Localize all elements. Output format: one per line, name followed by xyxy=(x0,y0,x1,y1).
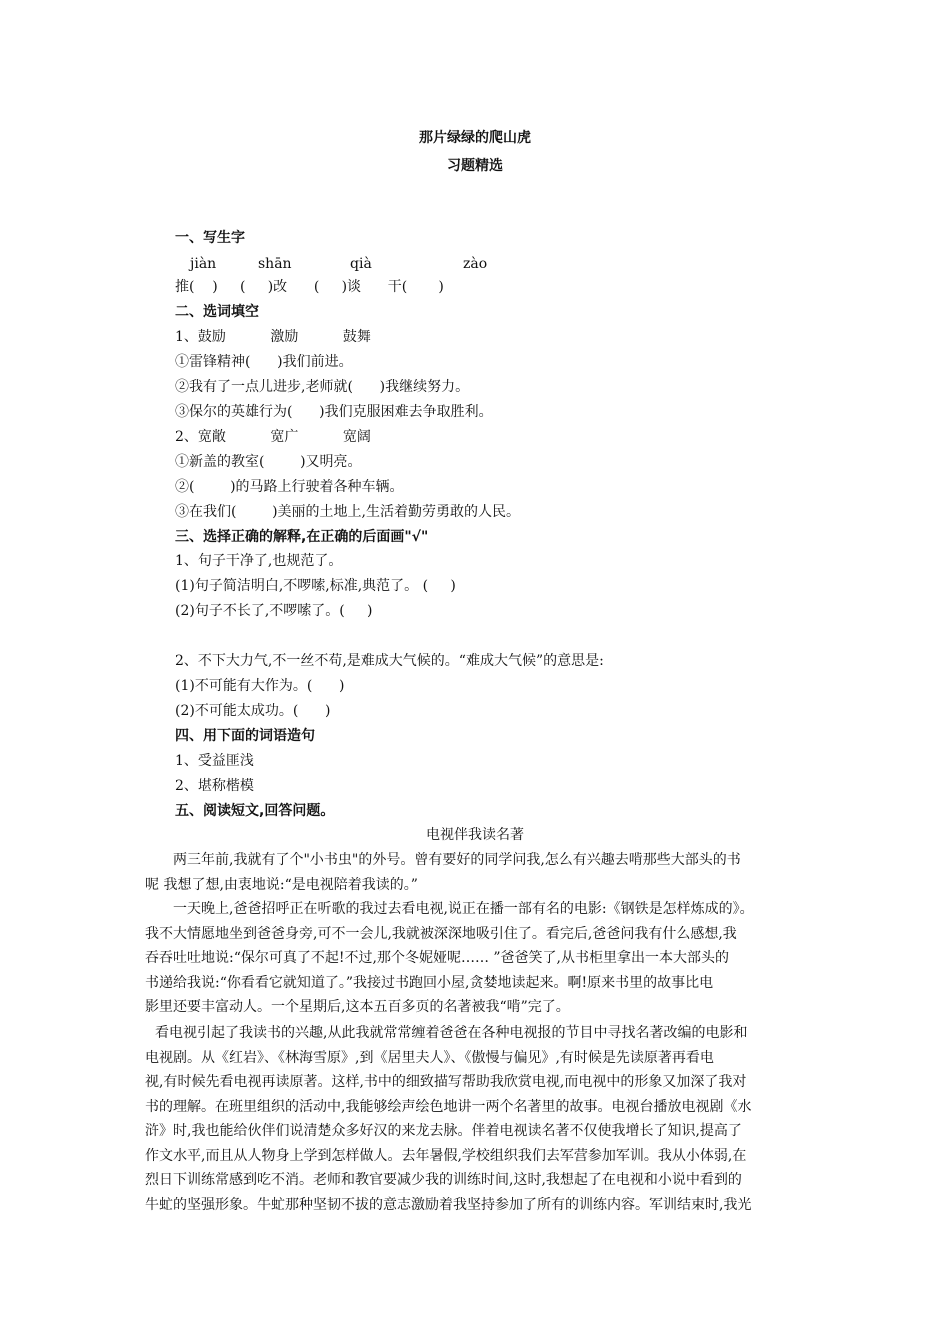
fill-item: ③在我们( )美丽的土地上,生活着勤劳勇敢的人民。 xyxy=(175,504,520,520)
para-line: 牛虻的坚强形象。牛虻那种坚韧不拔的意志激励着我坚持参加了所有的训练内容。军训结束时,我光 xyxy=(145,1196,752,1213)
fill-item: ①雷锋精神( )我们前进。 xyxy=(175,354,353,370)
para-line: 两三年前,我就有了个"小书虫"的外号。曾有要好的同学问我,怎么有兴趣去啃那些大部头的书 xyxy=(173,852,741,868)
section3-heading: 三、选择正确的解释,在正确的后面画"√" xyxy=(175,529,429,545)
para-line: 烈日下训练常感到吃不消。老师和教官要减少我的训练时间,这时,我想起了在电视和小说中看到的 xyxy=(145,1172,742,1188)
sentence-item: 2、堪称楷模 xyxy=(175,778,254,794)
para-line: 浒》时,我也能给伙伴们说清楚众多好汉的来龙去脉。伴着电视读名著不仅使我增长了知识,提高了 xyxy=(145,1123,742,1139)
pinyin-4: zào xyxy=(463,256,488,272)
char-blanks: 推( ) ( )改 ( )谈 干( ) xyxy=(175,279,444,295)
option-item: (2)句子不长了,不啰嗦了。( ) xyxy=(175,603,373,619)
para-line: 我不大情愿地坐到爸爸身旁,可不一会儿,我就被深深地吸引住了。看完后,爸爸问我有什么感想,我 xyxy=(145,925,737,942)
question-2: 2、不下大力气,不一丝不苟,是难成大气候的。“难成大气候”的意思是: xyxy=(175,653,604,669)
para-line: 视,有时候先看电视再读原著。这样,书中的细致描写帮助我欣赏电视,而电视中的形象又加深了我对 xyxy=(145,1074,747,1090)
section4-heading: 四、用下面的词语造句 xyxy=(175,728,315,744)
para-line: 吞吞吐吐地说:“保尔可真了不起!不过,那个冬妮娅呢…… ”爸爸笑了,从书柜里拿出一本大部头的 xyxy=(145,950,730,966)
document-subtitle: 习题精选 xyxy=(447,158,503,174)
option-item: (1)不可能有大作为。( ) xyxy=(175,678,345,694)
para-line: 书的理解。在班里组织的活动中,我能够绘声绘色地讲一两个名著里的故事。电视台播放电视剧《水 xyxy=(145,1098,752,1115)
fill-item: ②我有了一点儿进步,老师就( )我继续努力。 xyxy=(175,379,470,395)
section1-heading: 一、写生字 xyxy=(175,230,245,246)
para-line: 作文水平,而且从人物身上学到怎样做人。去年暑假,学校组织我们去军营参加军训。我从小体弱,在 xyxy=(145,1147,747,1164)
para-line: 电视剧。从《红岩》、《林海雪原》,到《居里夫人》、《傲慢与偏见》,有时候是先读原著再看电 xyxy=(145,1049,714,1066)
para-line: 书递给我说:“你看看它就知道了。”我接过书跑回小屋,贪婪地读起来。啊!原来书里的故事比电 xyxy=(145,974,714,991)
option-item: (2)不可能太成功。( ) xyxy=(175,703,331,719)
para-line: 影里还要丰富动人。一个星期后,这本五百多页的名著被我“啃”完了。 xyxy=(145,999,570,1015)
article-paragraph-3 xyxy=(145,1021,810,1217)
pinyin-3: qià xyxy=(350,256,372,272)
document-title: 那片绿绿的爬山虎 xyxy=(419,130,531,146)
section2-heading: 二、选词填空 xyxy=(175,304,259,320)
question-1: 1、句子干净了,也规范了。 xyxy=(175,553,343,569)
word-group-2: 2、宽敞 宽广 宽阔 xyxy=(175,429,371,445)
para-line: 呢 我想了想,由衷地说:“是电视陪着我读的。” xyxy=(145,876,418,893)
fill-item: ②( )的马路上行驶着各种车辆。 xyxy=(175,479,404,495)
pinyin-row xyxy=(175,254,575,274)
article-paragraph-1 xyxy=(145,848,810,897)
fill-item: ①新盖的教室( )又明亮。 xyxy=(175,454,362,470)
word-group-1: 1、鼓励 激励 鼓舞 xyxy=(175,329,371,345)
article-title: 电视伴我读名著 xyxy=(426,827,524,843)
para-line: 一天晚上,爸爸招呼正在听歌的我过去看电视,说正在播一部有名的电影:《钢铁是怎样炼成的》。 xyxy=(173,901,754,917)
para-line: 看电视引起了我读书的兴趣,从此我就常常缠着爸爸在各种电视报的节目中寻找名著改编的电影和 xyxy=(155,1025,748,1041)
article-paragraph-2 xyxy=(145,897,810,1020)
section5-heading: 五、阅读短文,回答问题。 xyxy=(175,803,335,819)
pinyin-1: jiàn xyxy=(190,256,217,272)
sentence-item: 1、受益匪浅 xyxy=(175,753,254,769)
fill-item: ③保尔的英雄行为( )我们克服困难去争取胜利。 xyxy=(175,404,493,420)
pinyin-2: shān xyxy=(258,256,292,272)
option-item: (1)句子简洁明白,不啰嗦,标准,典范了。 ( ) xyxy=(175,578,456,594)
